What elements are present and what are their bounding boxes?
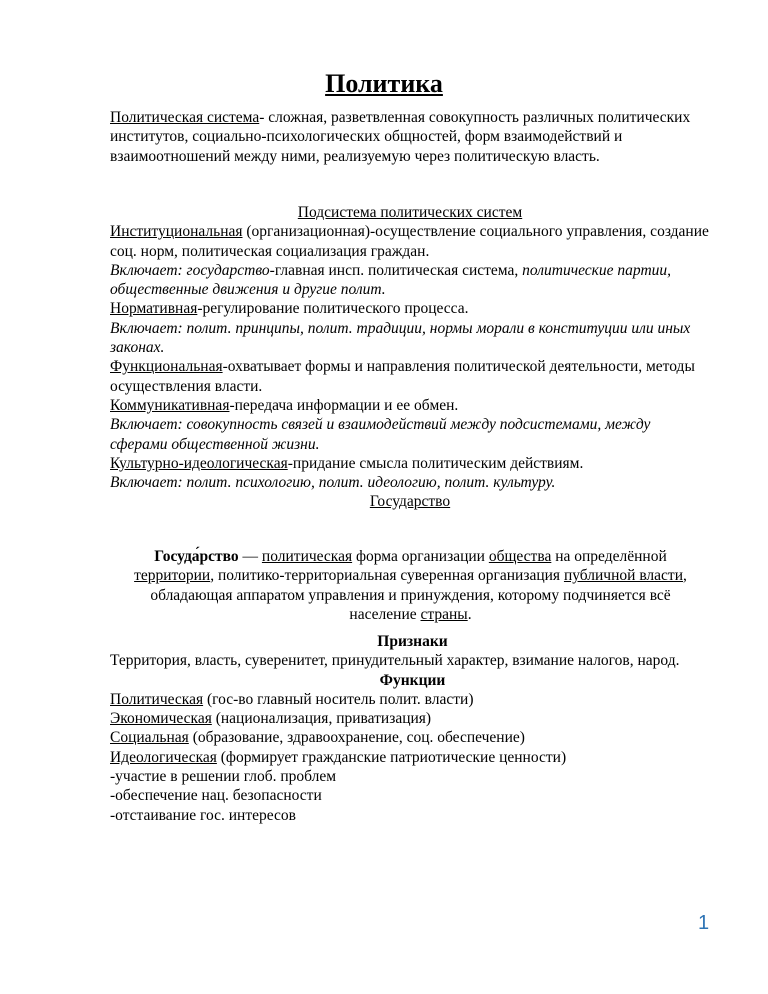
communicative-includes: Включает: совокупность связей и взаимодействий между подсистемами, между сферами общественной жизни. — [110, 416, 651, 453]
communicative-text: -передача информации и ее обмен. — [229, 396, 459, 414]
function-text: (гос-во главный носитель полит. власти) — [203, 690, 474, 708]
normative-text: -регулирование политического процесса. — [197, 300, 469, 318]
page-title: Политика — [325, 69, 443, 98]
state-def-part: , политико-территориальная суверенная организация — [210, 567, 564, 585]
state-def-part: — — [238, 548, 262, 565]
institutional-includes-suffix: политические партии, общественные движения и другие полит. — [110, 261, 672, 299]
intro-term: Политическая система — [110, 109, 260, 126]
signs-heading: Признаки — [377, 633, 448, 650]
link-public-power[interactable]: публичной власти — [563, 567, 683, 585]
signs-text: Территория, власть, суверенитет, принудительный характер, взимание налогов, народ. — [110, 652, 680, 670]
institutional-text: (организационная)-осуществление социального управления, создание соц. норм, политическая социализация граждан. — [110, 223, 709, 260]
institutional-includes-middle: -главная инсп. политическая система, — [269, 261, 523, 279]
normative-includes: Включает: полит. принципы, полит. традиции, нормы морали в конституции или иных законах. — [110, 319, 691, 357]
state-heading: Государство — [369, 493, 451, 511]
link-territory[interactable]: территории — [134, 567, 211, 585]
state-term: Госуда́рство — [154, 548, 239, 565]
state-def-part: . — [467, 605, 472, 623]
function-text: (образование, здравоохранение, соц. обеспечение) — [188, 729, 525, 747]
link-political[interactable]: политическая — [261, 548, 353, 565]
extra-item: -отстаивание гос. интересов — [110, 806, 296, 824]
intro-text: - сложная, разветвленная совокупность различных политических институтов, социально-психологических общностей, форм взаимодействий и взаимоотношений между ними, реализуемую через политическую власть. — [110, 109, 691, 165]
intro-paragraph — [110, 108, 710, 166]
signs-functions-section — [110, 632, 715, 825]
extra-item: -обеспечение нац. безопасности — [110, 787, 322, 805]
function-item — [110, 690, 715, 709]
subsystems-section — [110, 203, 710, 512]
function-item — [110, 709, 715, 728]
state-def-part: форма организации — [352, 548, 489, 565]
functions-heading: Функции — [379, 671, 446, 689]
function-term: Социальная — [110, 729, 189, 747]
function-item — [110, 748, 715, 767]
extra-item: -участие в решении глоб. проблем — [110, 768, 337, 786]
function-term: Идеологическая — [110, 748, 217, 766]
institutional-term: Институциональная — [110, 223, 243, 241]
page-number: 1 — [698, 912, 710, 934]
function-term: Политическая — [110, 690, 204, 708]
function-term: Экономическая — [110, 710, 212, 728]
functional-term: Функциональная — [110, 358, 223, 376]
function-text: (формирует гражданские патриотические ценности) — [216, 748, 567, 766]
state-definition — [118, 547, 703, 624]
cultural-includes: Включает: полит. психологию, полит. идеологию, полит. культуру. — [110, 474, 556, 492]
function-item — [110, 728, 715, 747]
institutional-includes-prefix: Включает: государство — [110, 261, 270, 279]
communicative-term: Коммуникативная — [110, 396, 230, 414]
cultural-text: -придание смысла политическим действиям. — [287, 454, 584, 472]
subsystems-heading: Подсистема политических систем — [297, 204, 523, 221]
state-def-part: , обладающая аппаратом управления и принуждения, которому подчиняется всё население — [150, 567, 687, 623]
link-country[interactable]: страны — [420, 605, 468, 623]
functional-text: -охватывает формы и направления политической деятельности, методы осуществления власти. — [110, 358, 695, 395]
normative-term: Нормативная — [110, 300, 198, 318]
function-text: (национализация, приватизация) — [211, 710, 432, 728]
cultural-term: Культурно-идеологическая — [110, 454, 288, 472]
link-society[interactable]: общества — [488, 548, 552, 565]
state-def-part: на определённой — [551, 548, 667, 565]
